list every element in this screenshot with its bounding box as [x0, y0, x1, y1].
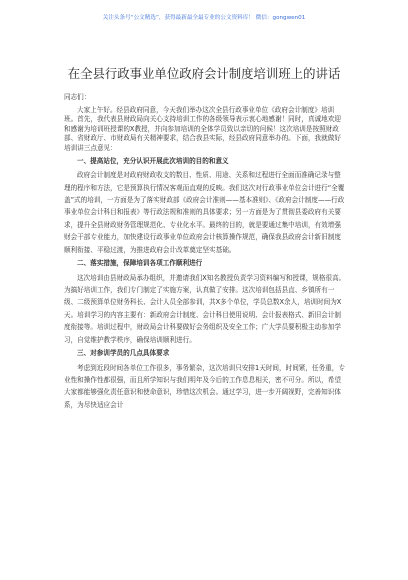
document-title: 在全县行政事业单位政府会计制度培训班上的讲话 — [67, 66, 341, 81]
section-heading-1: 一、提高站位，充分认识开展此次培训的目的和意义 — [77, 156, 229, 165]
salutation: 同志们： — [64, 93, 91, 101]
paragraph-intro: 大家上午好。经县政府同意，今天我们举办这次全县行政事业单位《政府会计制度》培训班。首先，我代表县财政局向关心支持培训工作的各级领导表示衷心地感谢！同时，真诚地欢迎和感谢为培训班授课的X教授，并向参加培训的全体学员致以亲切的问候！这次培训是按照财政部、省财政厅、市财政局有关精神要求，结合我县实际，经县政府同意举办的。下面，我就做好培训讲三点意见： — [64, 105, 341, 152]
section-heading-3: 三、对参训学员的几点具体要求 — [77, 349, 170, 358]
promo-banner: 关注头条号“公文精选”，获得最新最全最专业的公文资料库！ 微信：gongwen01 — [102, 15, 306, 21]
document-body — [64, 93, 346, 414]
paragraph-section-3: 考虑到近段时间各单位工作很多，事务繁杂，这次培训只安排1天时间，时间紧，任务重，专业性和操作性都很强，而且所学知识与我们明年及今后的工作息息相关，密不可分。所以，希望大家都能够强化责任意识和使命意识，珍惜这次机会。通过学习，进一步开阔视野，完善知识体系，为尽快适应会计 — [64, 363, 345, 409]
paragraph-section-2: 这次培训由县财政局承办组织，并邀请我们X知名教授负责学习资料编写和授课，规格很高。为搞好培训工作，我们专门制定了实施方案，认真做了安排。这次培训包括县直、乡镇所有一级、二级预算单位财务科长、会计人员全部参训，共X多个单位，学员总数X余人，培训时间为X天。培训学习的内容主要有：新政府会计制度、会计科目使用说明、会计报表格式、新旧会计制度衔接等。培训过程中，财政局会计科要做好会务组织及安全工作；广大学员要积极主动参加学习，自觉维护教学秩序，确保培训顺利进行。 — [64, 273, 346, 344]
paragraph-section-1: 政府会计制度是对政府财政收支的数目、性质、用途、关系和过程进行全面而准确记录与整理的程序和方法，它是预算执行情况客观而直观的反映。我们这次对行政事业单位会计进行“全覆盖”式的培训，一方面是为了落实财政部《政府会计准则——基本准则》、《政府会计制度——行政事业单位会计科目和报表》等行政法规和准则的具体要求；另一方面是为了贯彻县委政府有关要求，提升全县财政财务管理规范化、专业化水平。最终的目的，就是要通过集中培训，有效增强财会干部专业能力，加快建设行政事业单位政府会计核算操作规范，确保我县政府会计新旧制度顺利衔接、平稳过渡，为推进政府会计改革奠定坚实基础。 — [64, 171, 345, 254]
section-heading-2: 二、落实措施，保障培训各项工作顺利进行 — [77, 259, 203, 267]
